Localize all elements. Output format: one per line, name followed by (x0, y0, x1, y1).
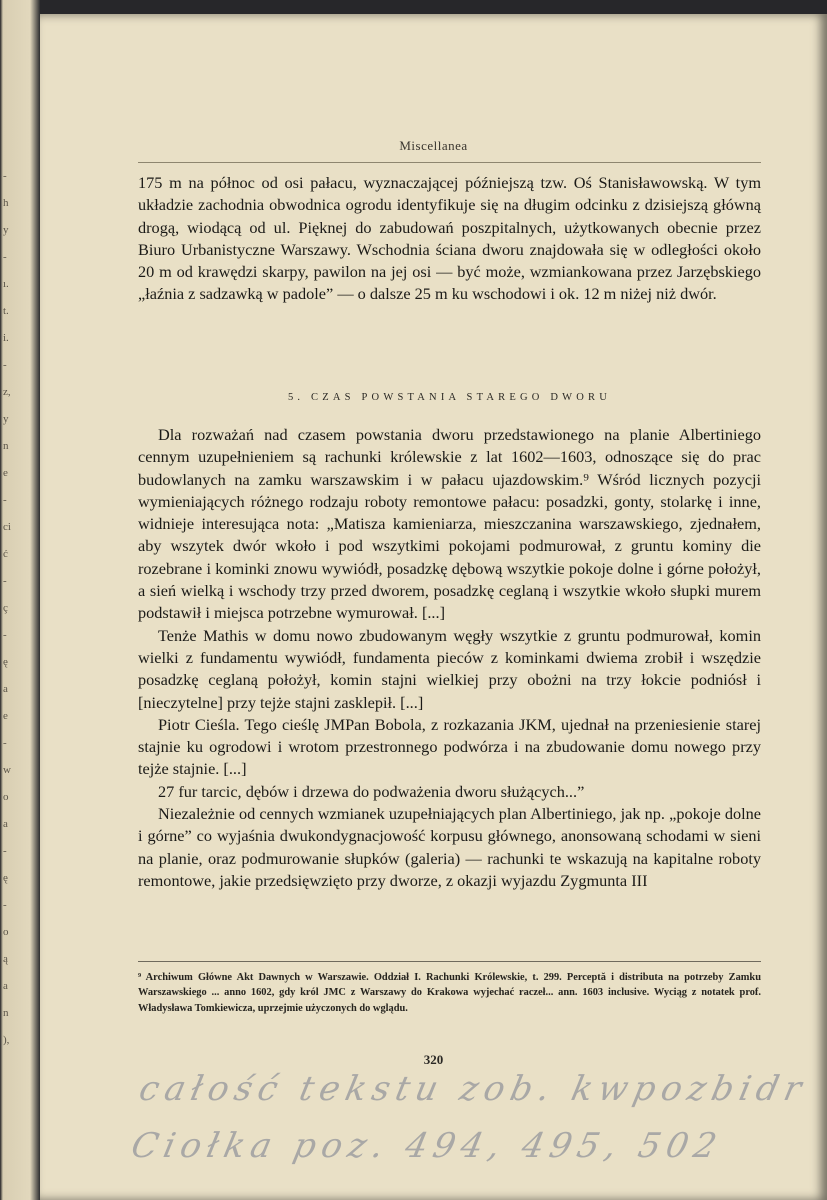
document-page (40, 14, 827, 1200)
gutter-letter: - (3, 251, 7, 263)
footnote-rule (138, 961, 761, 962)
header-rule (138, 162, 761, 163)
pencil-annotation-line-2: Ciołka poz. 494, 495, 502 (127, 1126, 727, 1166)
paragraph-top (138, 172, 761, 306)
gutter-letter: a (3, 980, 8, 992)
footnote: ⁹ Archiwum Główne Akt Dawnych w Warszawie. Oddział I. Rachunki Królewskie, t. 299. Perceptă i distributa na potrzeby Zamku Warszawskiego ... anno 1602, gdy król JMC z Warszawy do Krakowa wyjechać raczeł... ann. 1603 inclusive. Wyciąg z notatek prof. Władysława Tomkiewicza, uprzejmie użyczonych do wglądu. (138, 972, 761, 1014)
paragraph-top-text: 175 m na północ od osi pałacu, wyznaczającej późniejszą tzw. Oś Stanisławowską. W tym układzie zachodnia obwodnica ogrodu identyfikuje się na długim odcinku z dzisiejszą główną drogą, wiodącą od ul. Pięknej do zabudowań poszpitalnych, użytkowanych obecnie przez Biuro Urbanistyczne Warszawy. Wschodnia ściana dworu znajdowała się w odległości około 20 m od krawędzi skarpy, pawilon na jej osi — być może, wzmiankowana przez Jarzębskiego „łaźnia z sadzawką w padole” — o dalsze 25 m ku wschodowi i ok. 12 m niżej niż dwór. (138, 173, 761, 304)
gutter-letter: ci (3, 521, 11, 533)
gutter-letter: z, (3, 386, 11, 398)
section-body (138, 424, 761, 892)
gutter-letter: n (3, 440, 9, 452)
gutter-letter: - (3, 575, 7, 587)
gutter-letter: - (3, 845, 7, 857)
pencil-annotation-line-1: całość tekstu zob. kwpozbidr (135, 1069, 811, 1109)
gutter-letter: e (3, 710, 8, 722)
gutter-letter: ı. (3, 278, 9, 290)
gutter-letter: - (3, 170, 7, 182)
gutter-letter: ą (3, 953, 8, 965)
gutter-letter: i. (3, 332, 9, 344)
body-paragraph: 27 fur tarcic, dębów i drzewa do podważenia dworu służących...” (158, 781, 585, 801)
gutter-letter: ć (3, 548, 8, 560)
body-paragraph: Niezależnie od cennych wzmianek uzupełniających plan Albertiniego, jak np. „pokoje dolne i górne” co wyjaśnia dwukondygnacjowość korpusu głównego, anonsowaną schodami w sieni na planie, oraz podmurowanie słupków (galeria) — rachunki te wskazują na kapitalne roboty remontowe, jakie przedsięwzięto przy dworze, z okazji wyjazdu Zygmunta III (138, 804, 761, 890)
body-paragraph: Dla rozważań nad czasem powstania dworu przedstawionego na planie Albertiniego cennym uzupełnieniem są rachunki królewskie z lat 1602—1603, odnoszące się do prac budowlanych na zamku warszawskim i w pałacu ujazdowskim.⁹ Wśród licznych pozycji wymieniających różnego rodzaju roboty remontowe pałacu: posadzki, gonty, stolarkę i inne, widnieje interesująca nota: „Matisza kamieniarza, mieszczanina warszawskiego, zjednałem, aby wszytek dwór wkoło i pod wszytkimi pokojami podmurował, z gruntu kominy die rozebrane i kominki znowu wywiódł, posadzkę dębową wszytkie pokoje dolne i górne położył, a sień wielką i wschody trzy przed dworem, posadzkę ceglaną i wszytkie wkoło słupki murem podstawił i miejsca potrzebne wymurował. [...] (138, 425, 761, 623)
gutter-letter: y (3, 224, 9, 236)
page-number: 320 (423, 1052, 444, 1067)
gutter-letter: ), (3, 1034, 10, 1046)
section-title: 5. CZAS POWSTANIA STAREGO DWORU (287, 392, 612, 403)
gutter-letter: a (3, 818, 8, 830)
gutter-letter: a (3, 683, 8, 695)
gutter-letter: ę (3, 872, 8, 884)
gutter-letter: ç (3, 602, 8, 614)
book-gutter-previous-page (0, 0, 40, 1200)
body-paragraph: Piotr Cieśla. Tego cieślę JMPan Bobola, z rozkazania JKM, ujednał na przeniesienie starej stajnie ku ogrodowi i wrotom przestronnego podwórza i na zbudowanie domu nowego przy tejże stajnie. [...] (138, 714, 761, 779)
gutter-letter: - (3, 629, 7, 641)
gutter-letter: h (3, 197, 9, 209)
gutter-letter: y (3, 413, 9, 425)
gutter-letter: e (3, 467, 8, 479)
body-paragraph: Tenże Mathis w domu nowo zbudowanym węgły wszytkie z gruntu podmurował, komin wielki z fundamentu wywiódł, fundamenta pieców z kominkami dwiema zrobił i wszędzie posadzkę ceglaną położył, komin stajni wielkiej przy obożni na trzy łokcie podniósł i [nieczytelne] przy tejże stajni zasklepił. [...] (138, 625, 761, 712)
gutter-letter: - (3, 494, 7, 506)
gutter-letter: ę (3, 656, 8, 668)
running-header: Miscellanea (399, 138, 468, 153)
gutter-letter: n (3, 1007, 9, 1019)
gutter-letter: - (3, 737, 7, 749)
gutter-letter: o (3, 926, 9, 938)
gutter-letter: - (3, 359, 7, 371)
gutter-letter: - (3, 899, 7, 911)
gutter-letter: t. (3, 305, 9, 317)
gutter-letter: o (3, 791, 9, 803)
gutter-letter: w (3, 764, 11, 776)
